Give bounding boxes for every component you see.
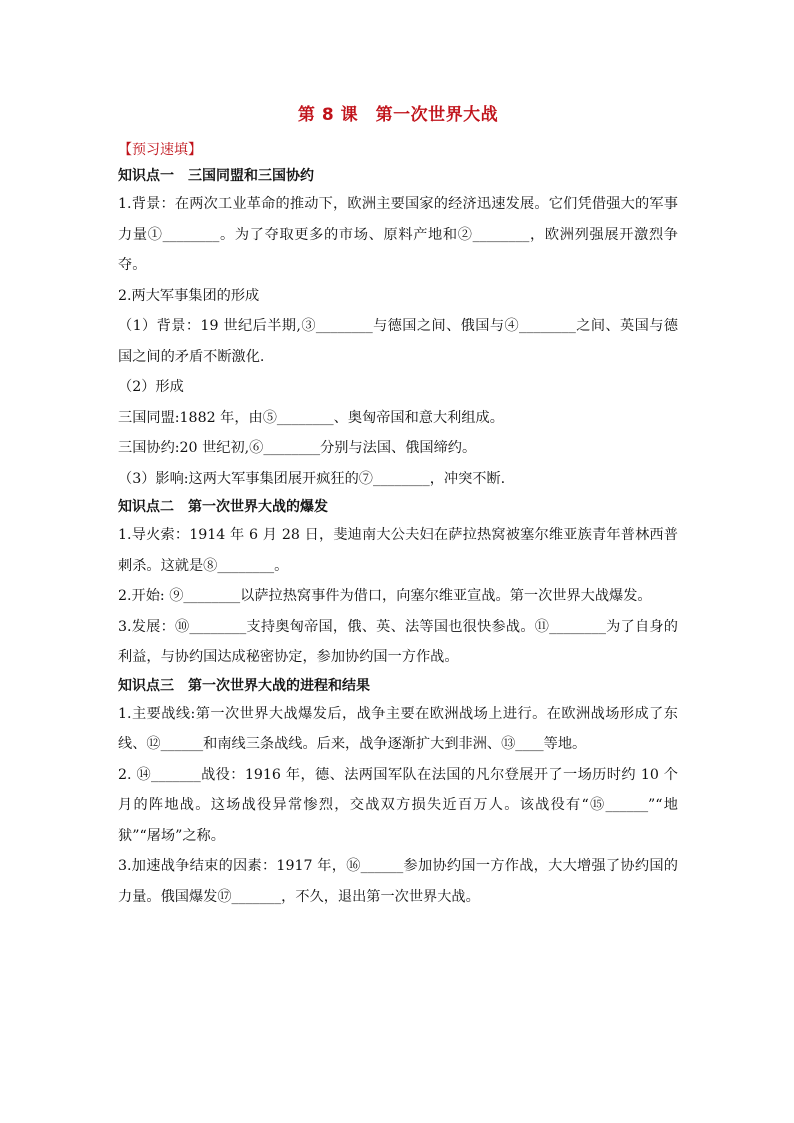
preview-tag: 【预习速填】 [118, 142, 202, 158]
s1-para-impact: （3）影响:这两大军事集团展开疯狂的⑦________，冲突不断. [118, 470, 506, 487]
s3-para-end-factors: 3.加速战争结束的因素：1917 年，⑯______参加协约国一方作战，大大增强了协约国的力量。俄国爆发⑰_______，不久，退出第一次世界大战。 [118, 858, 678, 905]
s2-para-development: 3.发展：⑩________支持奥匈帝国，俄、英、法等国也很快参战。⑪________为了自身的利益，与协约国达成秘密协定，参加协约国一方作战。 [118, 618, 678, 665]
s1-para-form: （2）形成 [118, 379, 184, 395]
s2-para-start: 2.开始: ⑨________以萨拉热窝事件为借口，向塞尔维亚宣战。第一次世界大战爆发。 [118, 588, 652, 604]
section-3-heading: 知识点三 第一次世界大战的进程和结果 [118, 677, 370, 694]
s1-para-background: 1.背景：在两次工业革命的推动下，欧洲主要国家的经济迅速发展。它们凭借强大的军事力量①________。为了夺取更多的市场、原料产地和②________，欧洲列强展开激烈争夺。 [118, 196, 678, 273]
s2-para-trigger: 1.导火索：1914 年 6 月 28 日，斐迪南大公夫妇在萨拉热窝被塞尔维亚族青年普林西普刺杀。这就是⑧________。 [118, 527, 678, 574]
page-title: 第 8 课 第一次世界大战 [297, 105, 499, 125]
s1-para-formation-background: （1）背景：19 世纪后半期,③________与德国之间、俄国与④________之间、英国与德国之间的矛盾不断激化. [118, 318, 678, 365]
s3-para-verdun: 2. ⑭_______战役：1916 年，德、法两国军队在法国的凡尔登展开了一场历时约 10 个月的阵地战。这场战役异常惨烈，交战双方损失近百万人。该战役有“⑮______”“地狱”“屠场”之称。 [118, 766, 678, 844]
s1-para-triple-alliance: 三国同盟:1882 年，由⑤________、奥匈帝国和意大利组成。 [118, 409, 504, 426]
s1-para-triple-entente: 三国协约:20 世纪初,⑥________分别与法国、俄国缔约。 [118, 440, 477, 456]
s3-para-fronts: 1.主要战线:第一次世界大战爆发后，战争主要在欧洲战场上进行。在欧洲战场形成了东线、⑫______和南线三条战线。后来，战争逐渐扩大到非洲、⑬____等地。 [118, 705, 678, 752]
s1-para-formation: 2.两大军事集团的形成 [118, 287, 260, 304]
worksheet-page [118, 100, 678, 912]
section-2-heading: 知识点二 第一次世界大战的爆发 [118, 499, 328, 515]
section-1-heading: 知识点一 三国同盟和三国协约 [118, 168, 314, 184]
